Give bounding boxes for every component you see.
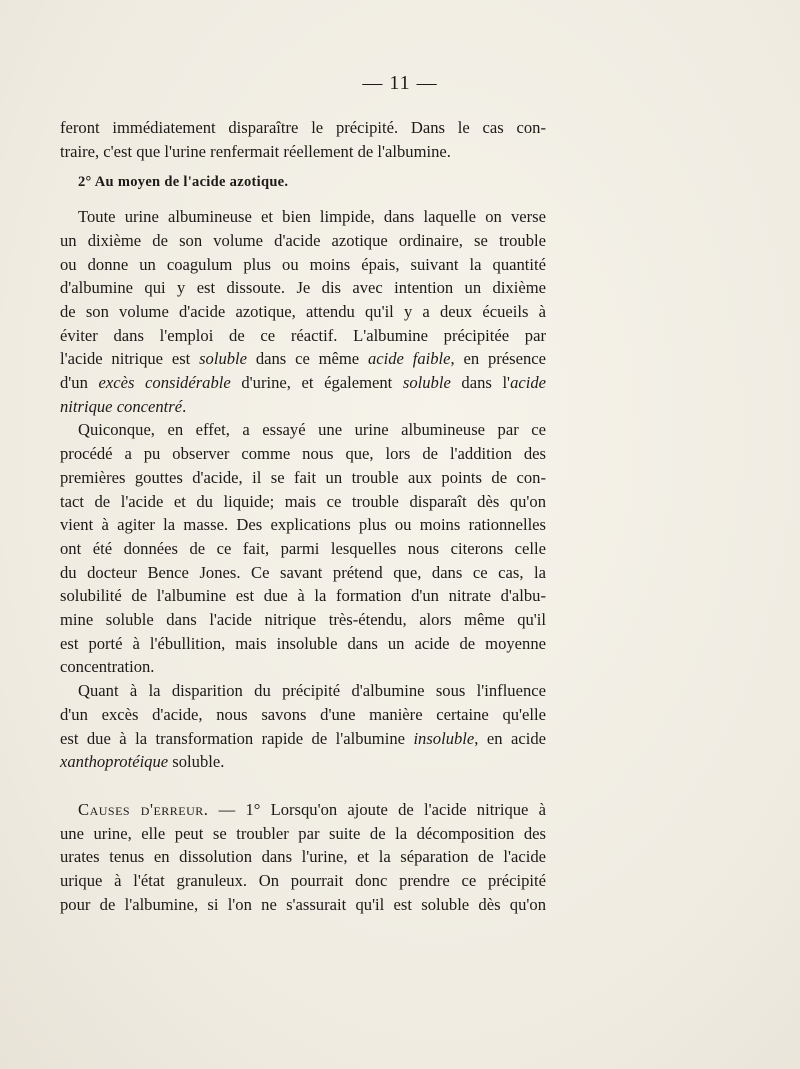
text-run: , en acide	[474, 728, 546, 748]
text-run: .	[182, 396, 187, 416]
text-line	[60, 347, 546, 371]
italic-run: soluble	[199, 349, 248, 369]
text-line: ou donne un coagulum plus ou moins épais, suivant la quantité	[60, 254, 546, 274]
text-run: dans l'	[450, 373, 511, 393]
text-line	[60, 750, 546, 774]
text-line: est porté à l'ébullition, mais insoluble dans un acide de moyenne	[60, 633, 546, 653]
text-line: Quant à la disparition du précipité d'albumine sous l'influence	[78, 681, 546, 701]
text-run: est due à la transformation rapide de l'albumine	[60, 728, 414, 748]
section-heading: 2° Au moyen de l'acide azotique.	[78, 174, 289, 191]
text-line	[60, 798, 546, 822]
text-run: soluble.	[168, 752, 225, 772]
page-number: — 11 —	[362, 72, 438, 94]
text-line: d'un excès d'acide, nous savons d'une manière certaine qu'elle	[60, 704, 546, 724]
text-line	[60, 395, 546, 419]
text-run: — 1° Lorsqu'on ajoute de l'acide nitrique à	[208, 799, 546, 819]
text-line: une urine, elle peut se troubler par suite de la décomposition des	[60, 823, 546, 843]
italic-run: acide faible	[367, 349, 451, 369]
small-caps-run: Causes d'erreur.	[78, 799, 209, 819]
italic-run: excès considérable	[98, 373, 231, 393]
text-line: procédé a pu observer comme nous que, lors de l'addition des	[60, 444, 546, 464]
text-run: l'acide nitrique est	[60, 349, 200, 369]
text-run: d'urine, et également	[230, 373, 403, 393]
text-line: Toute urine albumineuse et bien limpide, dans laquelle on verse	[78, 207, 546, 227]
italic-run: insoluble	[413, 728, 475, 748]
text-line: traire, c'est que l'urine renfermait réellement de l'albumine.	[60, 141, 451, 161]
paragraph-gap	[60, 774, 546, 798]
italic-run: xanthoprotéique	[60, 752, 169, 772]
text-line: feront immédiatement disparaître le précipité. Dans le cas con-	[60, 118, 546, 137]
text-line: éviter dans l'emploi de ce réactif. L'albumine précipitée par	[60, 325, 546, 345]
text-line: mine soluble dans l'acide nitrique très-étendu, alors même qu'il	[60, 610, 546, 630]
text-line: solubilité de l'albumine est due à la formation d'un nitrate d'albu-	[60, 586, 546, 606]
text-line	[60, 371, 546, 395]
italic-run: acide	[510, 373, 546, 393]
text-line: vient à agiter la masse. Des explications plus ou moins rationnelles	[60, 515, 546, 535]
text-line: de son volume d'acide azotique, attendu qu'il y a deux écueils à	[60, 301, 546, 321]
text-line: premières gouttes d'acide, il se fait un trouble aux points de con-	[60, 467, 546, 487]
italic-run: soluble	[402, 373, 451, 393]
italic-run: nitrique concentré	[60, 396, 183, 416]
text-line: urique à l'état granuleux. On pourrait donc prendre ce précipité	[60, 871, 546, 891]
text-line: ont été données de ce fait, parmi lesquelles nous citerons celle	[60, 538, 546, 558]
text-line: d'albumine qui y est dissoute. Je dis avec intention un dixième	[60, 278, 546, 298]
text-run: dans ce même	[247, 349, 368, 369]
text-line: du docteur Bence Jones. Ce savant prétend que, dans ce cas, la	[60, 562, 546, 582]
text-line: concentration.	[60, 657, 155, 677]
text-run: d'un	[60, 373, 99, 393]
text-line: un dixième de son volume d'acide azotique ordinaire, se trouble	[60, 230, 546, 250]
text-line: pour de l'albumine, si l'on ne s'assurait qu'il est soluble dès qu'on	[60, 894, 546, 914]
text-line: urates tenus en dissolution dans l'urine, et la séparation de l'acide	[60, 847, 546, 867]
text-line: tact de l'acide et du liquide; mais ce trouble disparaît dès qu'on	[60, 491, 546, 511]
body-text	[60, 116, 546, 917]
text-run: , en présence	[450, 349, 547, 369]
text-line	[60, 727, 546, 751]
text-line: Quiconque, en effet, a essayé une urine albumineuse par ce	[78, 420, 546, 440]
